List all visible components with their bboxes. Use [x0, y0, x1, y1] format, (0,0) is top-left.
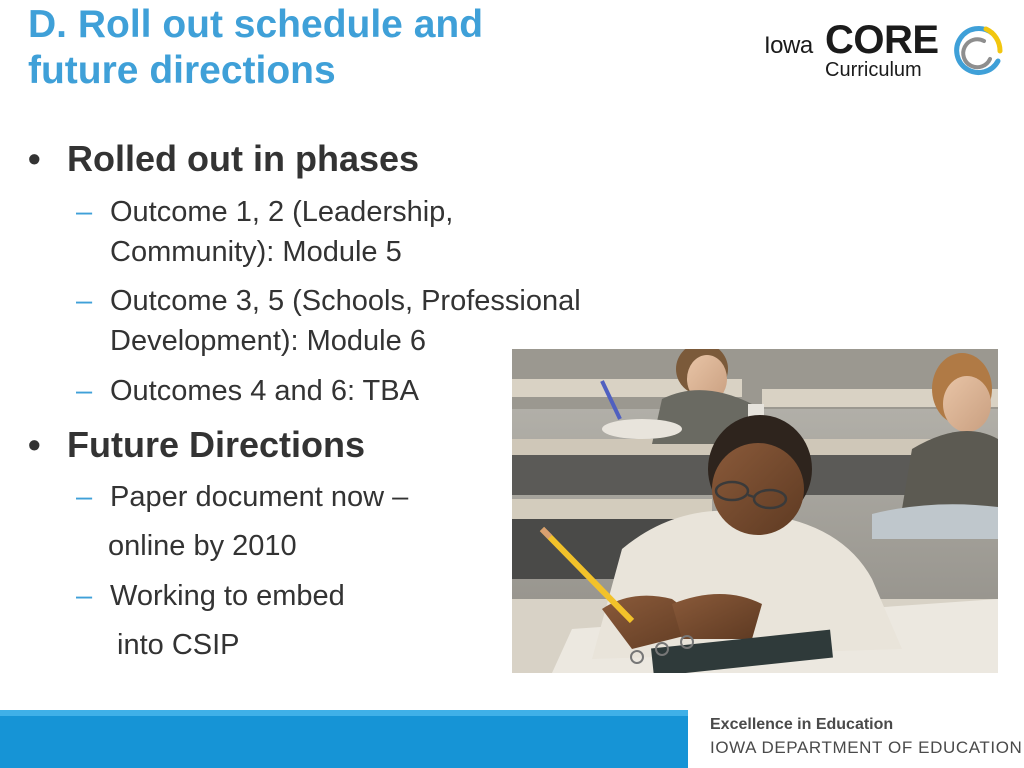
sub-bullet-line: Outcome 3, 5 (Schools, Professional	[110, 285, 581, 317]
sub-bullet-line: Working to embed	[110, 580, 345, 612]
continuation-online-by-2010: online by 2010	[108, 530, 297, 562]
continuation-into-csip: into CSIP	[117, 629, 240, 661]
sub-bullet-line: Outcomes 4 and 6: TBA	[110, 375, 419, 407]
slide-title-line-1: D. Roll out schedule and	[28, 3, 484, 46]
logo-swirl-icon	[948, 21, 1004, 79]
bullet-dot-icon: •	[28, 138, 41, 179]
bullet-text: Rolled out in phases	[67, 138, 420, 179]
dash-icon: –	[76, 285, 93, 317]
bullet-text: Future Directions	[67, 424, 366, 465]
sub-bullet-line: Development): Module 6	[110, 325, 426, 357]
logo-iowa-text: Iowa	[764, 32, 813, 59]
dash-icon: –	[76, 375, 93, 407]
slide-title-line-2: future directions	[28, 49, 336, 92]
footer-tagline: Excellence in Education	[710, 716, 894, 733]
sub-bullet-line: Outcome 1, 2 (Leadership,	[110, 196, 454, 228]
bullet-dot-icon: •	[28, 424, 41, 465]
classroom-photo	[512, 349, 998, 673]
dash-icon: –	[76, 580, 93, 612]
footer-blue-bar	[0, 710, 688, 768]
dash-icon: –	[76, 196, 93, 228]
classroom-photo-image	[512, 349, 998, 673]
footer-department: IOWA DEPARTMENT OF EDUCATION	[710, 738, 1023, 757]
iowa-core-curriculum-logo	[764, 18, 1009, 84]
sub-bullet-line: Community): Module 5	[110, 236, 402, 268]
logo-core-text: CORE	[825, 18, 939, 62]
dash-icon: –	[76, 481, 93, 513]
logo-curriculum-text: Curriculum	[825, 59, 922, 81]
sub-bullet-line: Paper document now –	[110, 481, 409, 513]
